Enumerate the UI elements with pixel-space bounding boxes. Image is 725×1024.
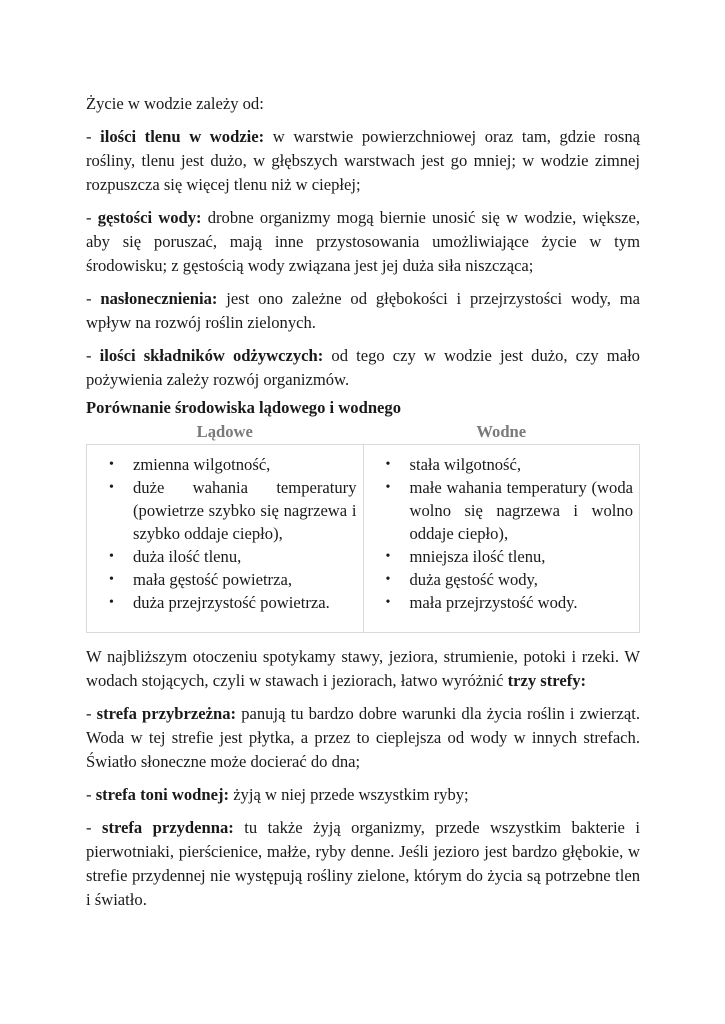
list-item: • duża gęstość wody, — [385, 570, 538, 589]
list-item: • mała gęstość powietrza, — [109, 570, 292, 589]
zone-term: strefa przydenna: — [101, 818, 234, 837]
dash: - — [86, 127, 101, 146]
factor-term: nasłonecznienia: — [100, 289, 218, 308]
zone-term: strefa toni wodnej: — [95, 785, 230, 804]
factor-oxygen — [86, 125, 640, 197]
list-item: • duże wahania temperatury (powietrze szybko się nagrzewa i szybko oddaje ciepło), — [109, 478, 357, 543]
factor-text: w warstwie powierzchniowej oraz tam, gdzie rosną rośliny, tlenu jest dużo, w głębszych warstwach jest go mniej; w wodzie zimnej rozpuszcza się więcej tlenu niż w ciepłej; — [86, 127, 640, 194]
zone-text: tu także żyją organizmy, przede wszystkim bakterie i pierwotniaki, pierścienice, małże, ryby denne. Jeśli jezioro jest bardzo głębokie, w strefie przydennej nie występują rośliny zielone, którym do życia są potrzebne tlen i światło. — [86, 818, 640, 909]
factor-text: drobne organizmy mogą biernie unosić się w wodzie, większe, aby się poruszać, mają inne przystosowania umożliwiające życie w tym środowisku; z gęstością wody związana jest jej duża siła niszcząca; — [86, 208, 640, 275]
bullet-icon: • — [109, 549, 114, 564]
dash: - — [86, 818, 102, 837]
dash: - — [86, 208, 98, 227]
bullet-icon: • — [109, 457, 114, 472]
comparison-title: Porównanie środowiska lądowego i wodnego — [86, 398, 402, 417]
factor-insolation — [86, 287, 640, 335]
dash: - — [86, 289, 101, 308]
land-list — [101, 453, 357, 614]
land-cell — [87, 445, 364, 633]
bullet-icon: • — [109, 572, 114, 587]
zone-benthic — [86, 816, 640, 912]
factor-term: ilości tlenu w wodzie: — [100, 127, 265, 146]
bullet-icon: • — [385, 572, 391, 587]
bullet-icon: • — [385, 480, 391, 495]
list-item: • mała przejrzystość wody. — [385, 593, 578, 612]
zone-pelagic — [86, 783, 640, 807]
factor-term: gęstości wody: — [97, 208, 202, 227]
list-item: • małe wahania temperatury (woda wolno się nagrzewa i wolno oddaje ciepło), — [385, 478, 633, 543]
bullet-icon: • — [109, 595, 114, 610]
zones-intro: W najbliższym otoczeniu spotykamy stawy, jeziora, strumienie, potoki i rzeki. W wodach stojących, czyli w stawach i jeziorach, łatwo wyróżnić trzy strefy: — [86, 647, 640, 690]
list-item: • stała wilgotność, — [385, 455, 522, 474]
dash: - — [86, 785, 96, 804]
zones-intro-bold: trzy strefy: — [507, 671, 587, 690]
dash: - — [86, 704, 97, 723]
factor-nutrients — [86, 344, 640, 392]
water-cell — [363, 445, 640, 633]
zone-text: panują tu bardzo dobre warunki dla życia roślin i zwierząt. Woda w tej strefie jest płytka, a przez to cieplejsza od wody w innych strefach. Światło słoneczne może docierać do dna; — [86, 704, 640, 771]
factor-text: od tego czy w wodzie jest dużo, czy mało pożywienia zależy rozwój organizmów. — [86, 346, 640, 389]
column-header-water: Wodne — [476, 422, 527, 441]
bullet-icon: • — [109, 480, 114, 495]
document-body — [86, 92, 640, 921]
factor-density — [86, 206, 640, 278]
zone-littoral — [86, 702, 640, 774]
bullet-icon: • — [385, 457, 391, 472]
column-header-land: Lądowe — [196, 422, 253, 441]
list-item: • mniejsza ilość tlenu, — [385, 547, 546, 566]
dash: - — [86, 346, 100, 365]
list-item: • zmienna wilgotność, — [109, 455, 271, 474]
zone-text: żyją w niej przede wszystkim ryby; — [229, 785, 469, 804]
list-item: • duża ilość tlenu, — [109, 547, 242, 566]
intro-line: Życie w wodzie zależy od: — [86, 94, 264, 113]
factor-text: jest ono zależne od głębokości i przejrzystości wody, ma wpływ na rozwój roślin zielonych. — [86, 289, 640, 332]
bullet-icon: • — [385, 549, 391, 564]
zone-term: strefa przybrzeżna: — [96, 704, 237, 723]
factor-term: ilości składników odżywczych: — [99, 346, 324, 365]
comparison-table — [86, 420, 640, 633]
bullet-icon: • — [385, 595, 391, 610]
list-item: • duża przejrzystość powietrza. — [109, 593, 330, 612]
water-list — [378, 453, 634, 614]
